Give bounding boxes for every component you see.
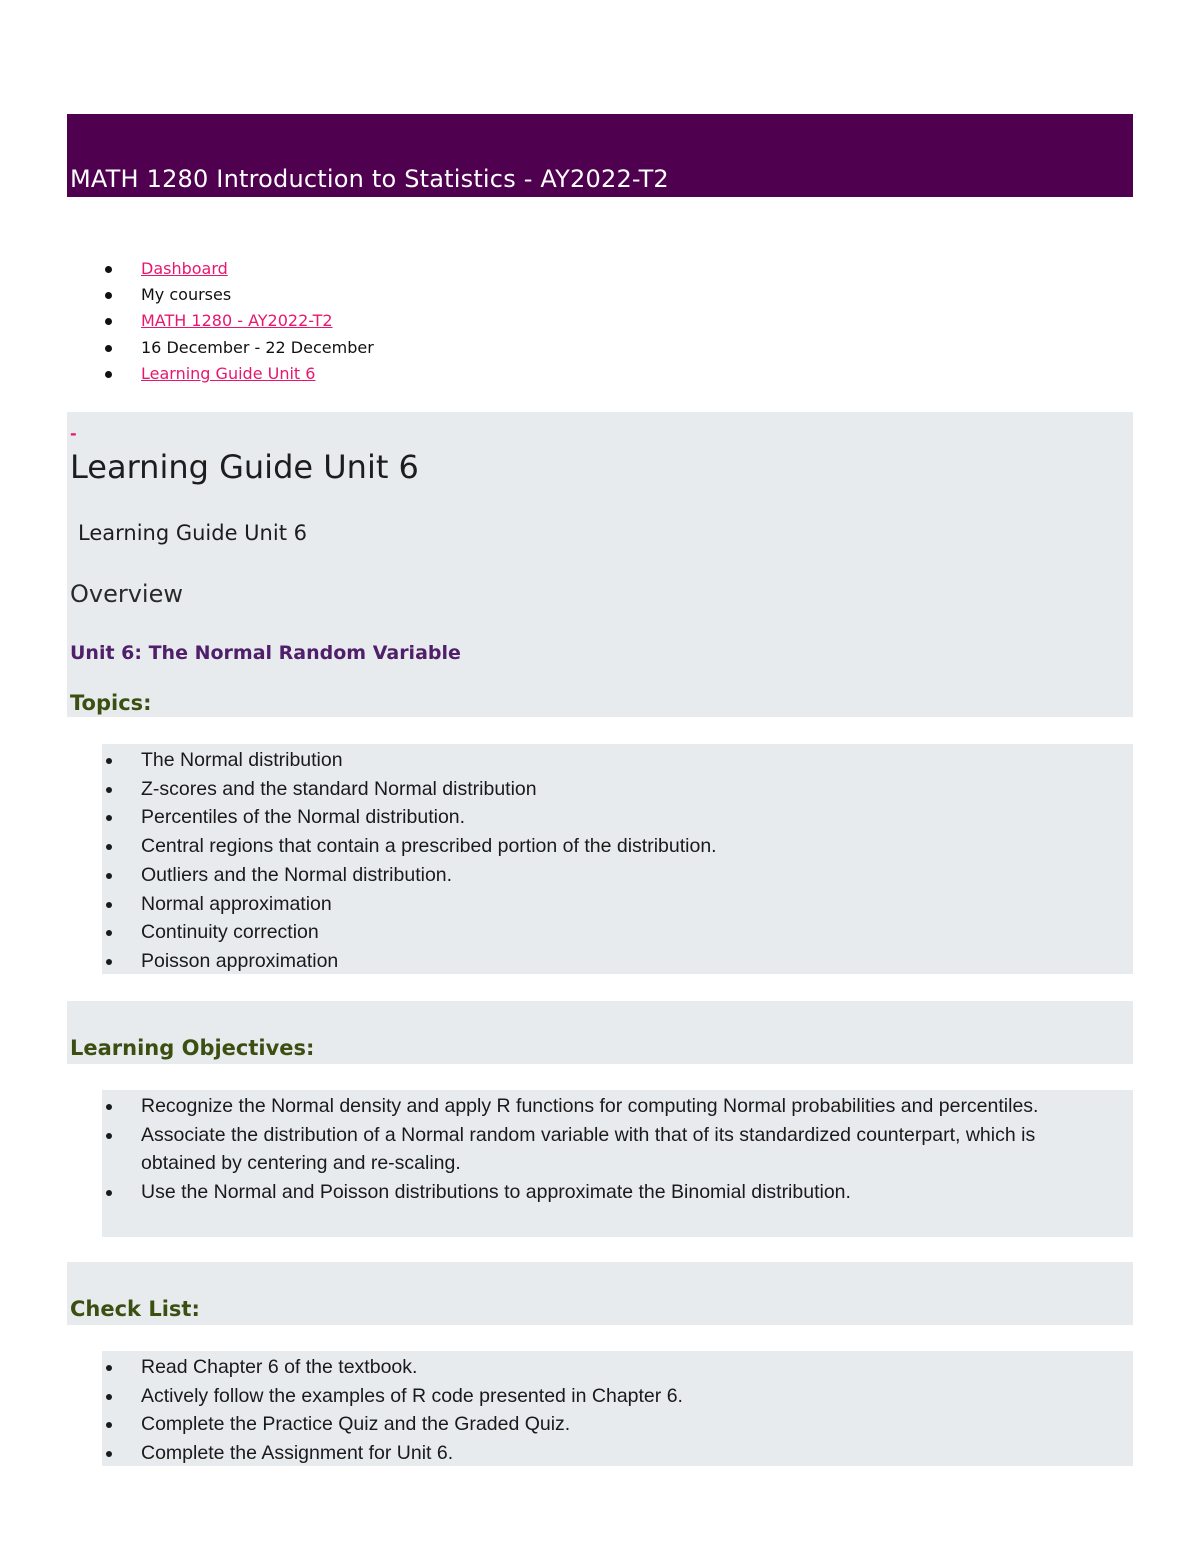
dash-marker: - xyxy=(70,424,77,443)
unit-heading: Unit 6: The Normal Random Variable xyxy=(70,642,461,664)
list-item: Z-scores and the standard Normal distribution xyxy=(101,775,1131,804)
topics-heading: Topics: xyxy=(70,691,152,715)
checklist-heading-panel xyxy=(67,1262,1133,1325)
learning-guide-link[interactable]: Learning Guide Unit 6 xyxy=(141,363,316,383)
list-item: Actively follow the examples of R code presented in Chapter 6. xyxy=(101,1382,1131,1411)
checklist-list xyxy=(101,1353,1131,1468)
breadcrumb-item-week: 16 December - 22 December xyxy=(101,335,374,361)
list-item: Continuity correction xyxy=(101,918,1131,947)
breadcrumb xyxy=(101,256,374,387)
list-item: Complete the Assignment for Unit 6. xyxy=(101,1439,1131,1468)
dashboard-link[interactable]: Dashboard xyxy=(141,259,228,278)
list-item: Associate the distribution of a Normal random variable with that of its standardized counterpart, which is obtained by centering and re-scaling. xyxy=(101,1121,1101,1178)
list-item: Complete the Practice Quiz and the Graded Quiz. xyxy=(101,1410,1131,1439)
list-item: Normal approximation xyxy=(101,890,1131,919)
checklist-heading: Check List: xyxy=(70,1297,200,1321)
course-title: MATH 1280 Introduction to Statistics - AY2022-T2 xyxy=(70,165,669,193)
page-subtitle: Learning Guide Unit 6 xyxy=(78,521,307,545)
list-item: Use the Normal and Poisson distributions to approximate the Binomial distribution. xyxy=(101,1178,1101,1207)
list-item: Read Chapter 6 of the textbook. xyxy=(101,1353,1131,1382)
list-item: Outliers and the Normal distribution. xyxy=(101,861,1131,890)
breadcrumb-item-course xyxy=(101,308,374,334)
course-header-banner xyxy=(67,114,1133,197)
list-item: The Normal distribution xyxy=(101,746,1131,775)
overview-heading: Overview xyxy=(70,580,183,608)
list-item: Percentiles of the Normal distribution. xyxy=(101,803,1131,832)
list-item: Central regions that contain a prescribed portion of the distribution. xyxy=(101,832,1131,861)
breadcrumb-item-guide xyxy=(101,361,374,387)
breadcrumb-item-my-courses: My courses xyxy=(101,282,374,308)
breadcrumb-item-dashboard xyxy=(101,256,374,282)
list-item: Recognize the Normal density and apply R functions for computing Normal probabilities and percentiles. xyxy=(101,1092,1101,1121)
objectives-list xyxy=(101,1092,1101,1207)
list-item: Poisson approximation xyxy=(101,947,1131,976)
page-title: Learning Guide Unit 6 xyxy=(70,448,419,486)
course-link[interactable]: MATH 1280 - AY2022-T2 xyxy=(141,311,333,331)
objectives-heading: Learning Objectives: xyxy=(70,1036,315,1060)
topics-list xyxy=(101,746,1131,976)
